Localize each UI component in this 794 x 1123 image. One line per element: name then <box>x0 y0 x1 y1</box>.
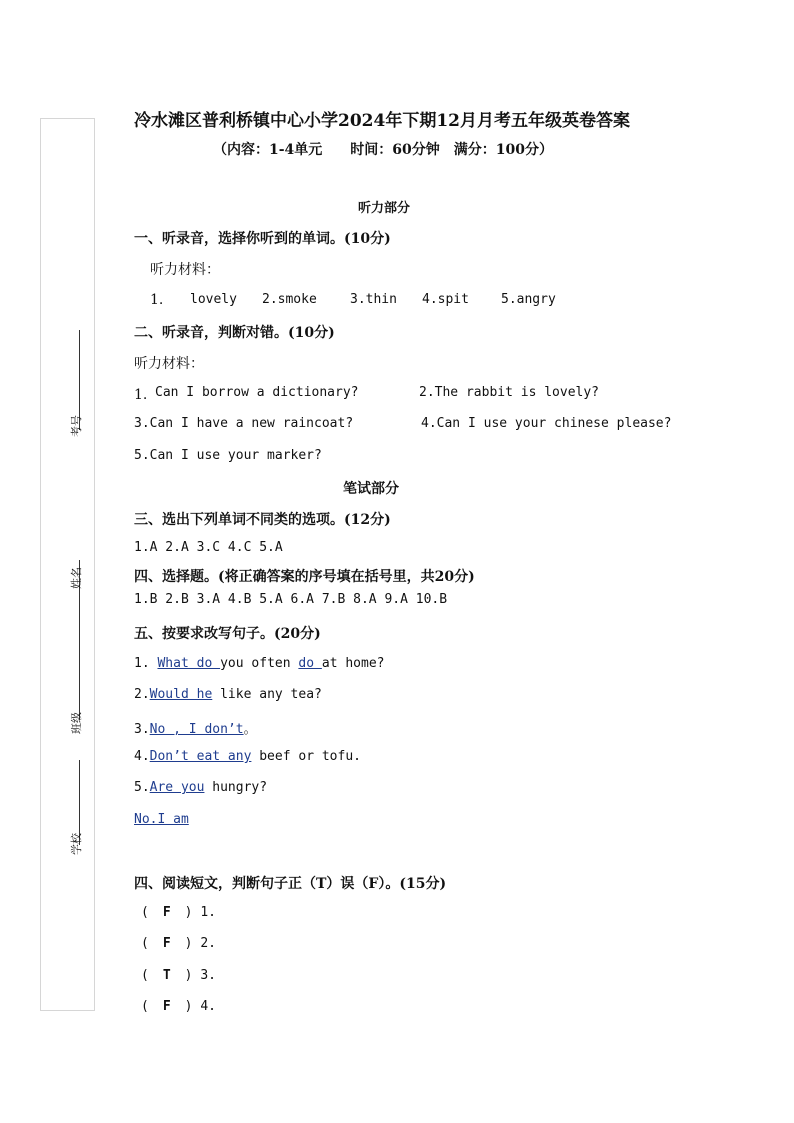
q5-l5-num: 5. <box>134 780 150 795</box>
q6-num-4: 4. <box>200 999 216 1014</box>
name-label: 姓名 <box>70 567 83 589</box>
q1-material-label: 听力材料： <box>150 262 220 278</box>
q5-l5-text: hungry? <box>204 780 268 795</box>
q5-l4-num: 4. <box>134 749 150 764</box>
q5-l3-num: 3. <box>134 722 150 737</box>
q5-l3-text: 。 <box>243 722 257 737</box>
q2-sentence-1: Can I borrow a dictionary? <box>155 385 359 400</box>
q4-answers: 1.B 2.B 3.A 4.B 5.A 6.A 7.B 8.A 9.A 10.B <box>134 592 448 607</box>
q6-close-paren: ) <box>184 968 193 983</box>
q6-item-2 <box>141 936 216 951</box>
q5-l1-answer-c: do <box>298 656 322 671</box>
q2-material-label: 听力材料： <box>134 356 204 372</box>
q6-open-paren: ( <box>141 999 149 1014</box>
q3-answers: 1.A 2.A 3.C 4.C 5.A <box>134 540 283 555</box>
q6-open-paren: ( <box>141 905 149 920</box>
q5-line-2 <box>134 687 322 702</box>
q5-line-4 <box>134 749 361 764</box>
written-heading: 笔试部分 <box>343 481 399 497</box>
q1-word-3: 3.thin <box>350 292 397 307</box>
q5-line-1 <box>134 656 385 671</box>
q2-sentence-2: 2.The rabbit is lovely? <box>419 385 600 400</box>
q6-title: 四、阅读短文，判断句子正（T）误（F）。(15分) <box>134 876 447 892</box>
q6-item-4 <box>141 999 216 1014</box>
q5-l1-text-d: at home? <box>321 656 385 671</box>
page-subtitle: （内容：1-4单元 时间：60分钟 满分：100分） <box>213 142 553 158</box>
q5-l1-text-b: you often <box>220 656 299 671</box>
q5-l1-answer-a: What do <box>157 656 221 671</box>
q5-l4-text: beef or tofu. <box>251 749 361 764</box>
q6-open-paren: ( <box>141 968 149 983</box>
q6-close-paren: ) <box>184 905 193 920</box>
q4-title: 四、选择题。(将正确答案的序号填在括号里，共20分) <box>134 569 475 585</box>
q2-sentence-5: 5.Can I use your marker? <box>134 448 322 463</box>
q6-item-1 <box>141 905 216 920</box>
q5-l2-text: like any tea? <box>212 687 322 702</box>
q6-num-1: 1. <box>200 905 216 920</box>
q6-num-3: 3. <box>200 968 216 983</box>
q5-l2-answer: Would he <box>149 687 213 702</box>
q5-l4-answer: Don’t eat any <box>149 749 252 764</box>
q5-line-5 <box>134 780 267 795</box>
q6-num-2: 2. <box>200 936 216 951</box>
q6-answer-4: F <box>162 999 171 1014</box>
q6-answer-3: T <box>162 968 171 983</box>
class-line <box>79 600 80 720</box>
q5-l2-num: 2. <box>134 687 150 702</box>
q6-item-3 <box>141 968 216 983</box>
exam-no-label: 考号 <box>70 415 83 437</box>
q1-title: 一、听录音，选择你听到的单词。(10分) <box>134 231 391 247</box>
q1-word-5: 5.angry <box>501 292 556 307</box>
binding-strip <box>40 118 95 1011</box>
listening-heading: 听力部分 <box>358 201 411 216</box>
q6-close-paren: ) <box>184 936 193 951</box>
q5-l3-answer: No , I don’t <box>149 722 244 737</box>
q5-line-3 <box>134 718 257 737</box>
q6-close-paren: ) <box>184 999 193 1014</box>
q1-word-2: 2.smoke <box>262 292 317 307</box>
page-title: 冷水滩区普利桥镇中心小学2024年下期12月月考五年级英卷答案 <box>134 111 630 131</box>
q1-word-4: 4.spit <box>422 292 469 307</box>
q2-title: 二、听录音，判断对错。(10分) <box>134 325 335 341</box>
q2-sentence-3: 3.Can I have a new raincoat? <box>134 416 354 431</box>
q2-sentence-4: 4.Can I use your chinese please? <box>421 416 672 431</box>
q1-num: 1. <box>150 292 164 308</box>
q6-open-paren: ( <box>141 936 149 951</box>
school-label: 学校 <box>70 833 83 855</box>
q3-title: 三、选出下列单词不同类的选项。(12分) <box>134 512 391 528</box>
q5-title: 五、按要求改写句子。(20分) <box>134 626 321 642</box>
q5-line-6 <box>134 812 189 827</box>
q5-l6-answer: No.I am <box>134 812 189 827</box>
q6-answer-2: F <box>162 936 171 951</box>
q5-l5-answer: Are you <box>149 780 205 795</box>
q6-answer-1: F <box>162 905 171 920</box>
q2-s1-num: 1. <box>134 387 148 403</box>
q5-l1-num: 1. <box>134 656 158 671</box>
class-label: 班级 <box>70 712 83 734</box>
q1-word-1: lovely <box>190 292 237 307</box>
